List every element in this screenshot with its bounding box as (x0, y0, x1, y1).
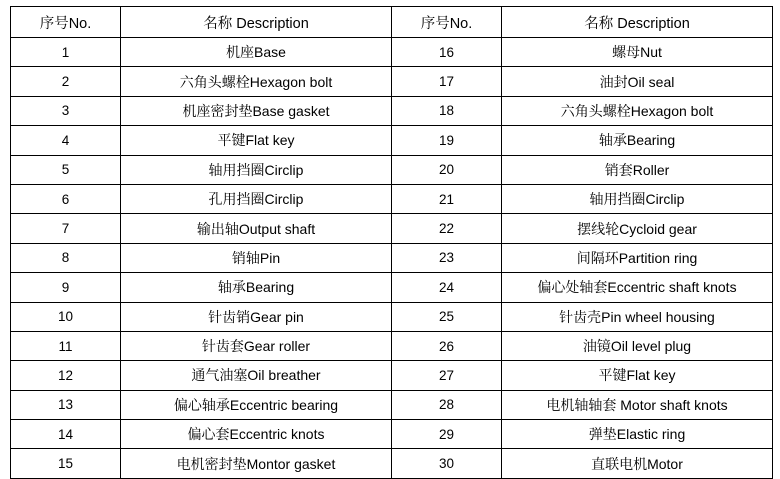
cell-right-no: 26 (392, 331, 502, 360)
cell-right-description: 轴用挡圈Circlip (502, 184, 773, 213)
cell-right-no: 29 (392, 420, 502, 449)
table-row (11, 361, 773, 390)
cell-right-description: 间隔环Partition ring (502, 243, 773, 272)
cell-left-no: 5 (11, 155, 121, 184)
cell-right-no: 22 (392, 214, 502, 243)
header-right-description: 名称 Description (502, 7, 773, 38)
cell-right-no: 17 (392, 67, 502, 96)
cell-left-description: 轴承Bearing (121, 273, 392, 302)
cell-left-no: 11 (11, 331, 121, 360)
cell-right-no: 23 (392, 243, 502, 272)
cell-left-no: 2 (11, 67, 121, 96)
cell-right-description: 螺母Nut (502, 38, 773, 67)
cell-right-no: 21 (392, 184, 502, 213)
cell-left-no: 9 (11, 273, 121, 302)
table-row (11, 420, 773, 449)
header-left-no: 序号No. (11, 7, 121, 38)
cell-left-no: 6 (11, 184, 121, 213)
cell-right-description: 电机轴轴套 Motor shaft knots (502, 390, 773, 419)
cell-left-description: 针齿套Gear roller (121, 331, 392, 360)
cell-left-description: 孔用挡圈Circlip (121, 184, 392, 213)
cell-right-description: 轴承Bearing (502, 126, 773, 155)
cell-right-description: 销套Roller (502, 155, 773, 184)
cell-right-description: 油封Oil seal (502, 67, 773, 96)
table-row (11, 155, 773, 184)
table-row (11, 449, 773, 478)
cell-right-description: 油镜Oil level plug (502, 331, 773, 360)
table-row (11, 390, 773, 419)
cell-right-description: 直联电机Motor (502, 449, 773, 478)
header-right-no: 序号No. (392, 7, 502, 38)
cell-left-description: 六角头螺栓Hexagon bolt (121, 67, 392, 96)
cell-right-no: 24 (392, 273, 502, 302)
cell-left-no: 15 (11, 449, 121, 478)
table-row (11, 331, 773, 360)
cell-right-no: 27 (392, 361, 502, 390)
cell-left-no: 13 (11, 390, 121, 419)
cell-left-no: 12 (11, 361, 121, 390)
cell-right-no: 30 (392, 449, 502, 478)
cell-left-description: 轴用挡圈Circlip (121, 155, 392, 184)
table-row (11, 214, 773, 243)
cell-right-description: 摆线轮Cycloid gear (502, 214, 773, 243)
cell-left-description: 输出轴Output shaft (121, 214, 392, 243)
cell-left-no: 7 (11, 214, 121, 243)
cell-left-description: 通气油塞Oil breather (121, 361, 392, 390)
table-row (11, 243, 773, 272)
table-row (11, 302, 773, 331)
cell-right-no: 20 (392, 155, 502, 184)
cell-left-no: 14 (11, 420, 121, 449)
cell-left-no: 4 (11, 126, 121, 155)
cell-right-no: 16 (392, 38, 502, 67)
parts-table (10, 6, 773, 479)
table-body (11, 38, 773, 479)
cell-left-description: 机座Base (121, 38, 392, 67)
cell-right-no: 19 (392, 126, 502, 155)
table-row (11, 184, 773, 213)
cell-right-description: 平键Flat key (502, 361, 773, 390)
cell-left-no: 8 (11, 243, 121, 272)
cell-right-description: 针齿壳Pin wheel housing (502, 302, 773, 331)
cell-right-no: 28 (392, 390, 502, 419)
cell-right-description: 偏心处轴套Eccentric shaft knots (502, 273, 773, 302)
table-row (11, 273, 773, 302)
table-row (11, 96, 773, 125)
cell-right-no: 25 (392, 302, 502, 331)
cell-left-description: 偏心轴承Eccentric bearing (121, 390, 392, 419)
cell-right-description: 六角头螺栓Hexagon bolt (502, 96, 773, 125)
cell-left-description: 电机密封垫Montor gasket (121, 449, 392, 478)
table-row (11, 38, 773, 67)
cell-left-description: 销轴Pin (121, 243, 392, 272)
table-row (11, 126, 773, 155)
header-left-description: 名称 Description (121, 7, 392, 38)
cell-left-no: 10 (11, 302, 121, 331)
cell-left-description: 机座密封垫Base gasket (121, 96, 392, 125)
cell-left-no: 1 (11, 38, 121, 67)
cell-left-description: 平键Flat key (121, 126, 392, 155)
cell-left-description: 偏心套Eccentric knots (121, 420, 392, 449)
cell-left-description: 针齿销Gear pin (121, 302, 392, 331)
cell-right-description: 弹垫Elastic ring (502, 420, 773, 449)
header-row (11, 7, 773, 38)
table-header (11, 7, 773, 38)
cell-right-no: 18 (392, 96, 502, 125)
table-row (11, 67, 773, 96)
cell-left-no: 3 (11, 96, 121, 125)
